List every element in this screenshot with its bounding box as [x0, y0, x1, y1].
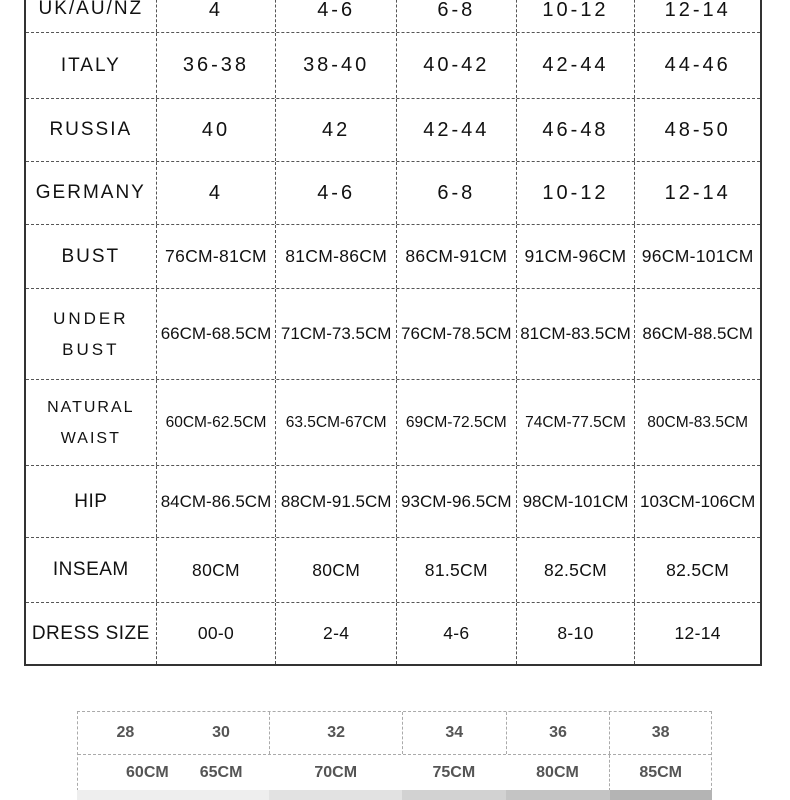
cell: 81CM-83.5CM — [516, 289, 635, 379]
band-cm: 80CM — [536, 764, 579, 781]
cell: 10-12 — [516, 0, 635, 32]
cell: 2-4 — [275, 603, 396, 664]
cell: 44-46 — [634, 33, 760, 98]
cell: 38-40 — [275, 33, 396, 98]
cell: 76CM-78.5CM — [396, 289, 516, 379]
cell: 82.5CM — [516, 538, 635, 602]
band-cm: 75CM — [432, 764, 476, 781]
cell: 76CM-81CM — [156, 225, 276, 288]
band-color-bar — [77, 790, 712, 800]
cell: 36-38 — [156, 33, 276, 98]
cell: 66CM-68.5CM — [156, 289, 276, 379]
row-label-under-bust — [26, 289, 156, 379]
row-label-uk: UK/AU/NZ — [38, 0, 144, 19]
cell: 103CM-106CM — [634, 466, 760, 537]
cell: 40-42 — [396, 33, 516, 98]
table-row — [26, 0, 760, 33]
cell: 12-14 — [634, 603, 760, 664]
cell: 00-0 — [156, 603, 276, 664]
cell: 12-14 — [634, 0, 760, 32]
row-label-bust: BUST — [61, 245, 121, 267]
cell: 71CM-73.5CM — [275, 289, 396, 379]
table-row — [26, 33, 760, 99]
table-row — [26, 99, 760, 162]
cell: 42-44 — [516, 33, 635, 98]
cell: 93CM-96.5CM — [396, 466, 516, 537]
cell: 82.5CM — [634, 538, 760, 602]
cell: 10-12 — [516, 162, 635, 224]
size-chart-table — [24, 0, 762, 666]
row-label-russia: RUSSIA — [49, 119, 133, 140]
row-label-line: WAIST — [60, 429, 121, 447]
band-cm: 70CM — [314, 764, 358, 781]
row-label-line: UNDER — [53, 309, 129, 328]
cell: 80CM — [275, 538, 396, 602]
cell: 80CM-83.5CM — [634, 380, 760, 465]
cell: 46-48 — [516, 99, 635, 161]
cell: 40 — [156, 99, 276, 161]
band-size: 32 — [269, 712, 402, 754]
band-color-segment — [506, 790, 610, 800]
band-size: 36 — [506, 712, 610, 754]
band-cm: 60CM — [126, 764, 169, 781]
band-color-segment — [610, 790, 712, 800]
cell: 4 — [156, 0, 276, 32]
row-label-line: NATURAL — [47, 398, 135, 416]
table-row — [26, 466, 760, 538]
row-label-dress-size: DRESS SIZE — [31, 622, 150, 644]
band-color-segment — [77, 790, 172, 800]
cell: 86CM-88.5CM — [634, 289, 760, 379]
cell: 74CM-77.5CM — [516, 380, 635, 465]
row-label-line: BUST — [62, 340, 120, 359]
band-color-segment — [402, 790, 506, 800]
cell: 69CM-72.5CM — [396, 380, 516, 465]
band-size-table — [77, 711, 712, 791]
table-row — [26, 380, 760, 466]
cell: 84CM-86.5CM — [156, 466, 276, 537]
cell: 42-44 — [396, 99, 516, 161]
band-cm-row — [78, 755, 711, 791]
row-label-italy: ITALY — [60, 54, 121, 76]
table-row — [26, 162, 760, 225]
band-size: 38 — [609, 712, 711, 754]
table-row — [26, 538, 760, 603]
row-label-inseam: INSEAM — [52, 559, 129, 580]
cell: 8-10 — [516, 603, 635, 664]
cell: 63.5CM-67CM — [275, 380, 396, 465]
row-label-germany: GERMANY — [35, 182, 146, 203]
band-size: 34 — [402, 712, 506, 754]
row-label-hip: HIP — [74, 490, 108, 512]
band-size: 28 — [116, 724, 135, 741]
cell: 91CM-96CM — [516, 225, 635, 288]
band-size: 30 — [212, 724, 230, 741]
row-label-natural-waist — [26, 380, 156, 465]
cell: 12-14 — [634, 162, 760, 224]
band-color-segment — [269, 790, 402, 800]
table-row — [26, 603, 760, 664]
cell: 42 — [275, 99, 396, 161]
cell: 6-8 — [396, 162, 516, 224]
band-cm: 65CM — [199, 764, 243, 781]
cell: 81.5CM — [396, 538, 516, 602]
cell: 88CM-91.5CM — [275, 466, 396, 537]
table-row — [26, 289, 760, 380]
cell: 4-6 — [275, 0, 396, 32]
table-row — [26, 225, 760, 289]
cell: 96CM-101CM — [634, 225, 760, 288]
band-cm: 85CM — [609, 755, 711, 791]
band-size-row — [78, 712, 711, 755]
cell: 80CM — [156, 538, 276, 602]
band-color-segment — [172, 790, 269, 800]
cell: 6-8 — [396, 0, 516, 32]
cell: 98CM-101CM — [516, 466, 635, 537]
cell: 81CM-86CM — [275, 225, 396, 288]
cell: 4-6 — [396, 603, 516, 664]
cell: 60CM-62.5CM — [156, 380, 276, 465]
cell: 86CM-91CM — [396, 225, 516, 288]
cell: 4-6 — [275, 162, 396, 224]
cell: 48-50 — [634, 99, 760, 161]
cell: 4 — [156, 162, 276, 224]
